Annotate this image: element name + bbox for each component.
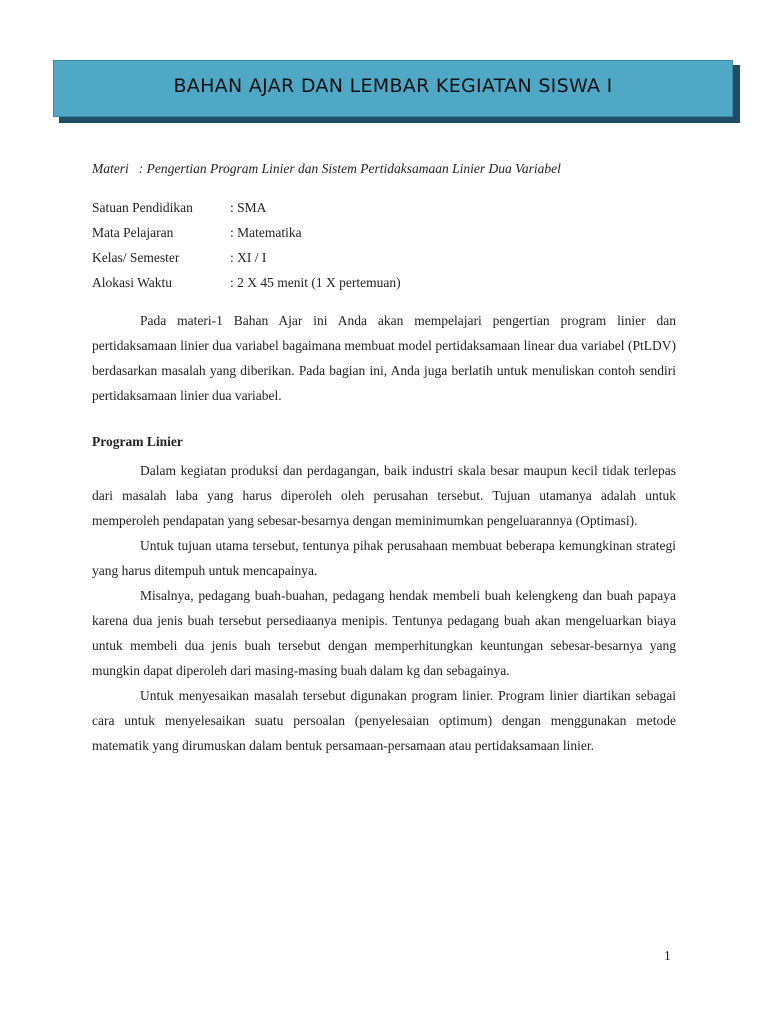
identity-table (92, 199, 401, 299)
section-paragraph: Misalnya, pedagang buah-buahan, pedagang hendak membeli buah kelengkeng dan buah papaya karena dua jenis buah tersebut persediaanya menipis. Tentunya pedagang buah akan mengeluarkan biaya untuk membeli dua jenis buah tersebut dengan memperhitungkan keuntungan sebesar-besarnya yang mungkin dapat diperoleh dari masing-masing buah dalam kg dan sebagainya. (92, 588, 676, 678)
identity-value: : 2 X 45 menit (1 X pertemuan) (230, 275, 401, 290)
section-paragraph: Dalam kegiatan produksi dan perdagangan, baik industri skala besar maupun kecil tidak terlepas dari masalah laba yang harus diperoleh oleh perusahan tersebut. Tujuan utamanya adalah untuk memperoleh pendapatan yang sebesar-besarnya dengan meminimumkan pengeluarannya (Optimasi). (92, 463, 676, 528)
identity-value: : Matematika (230, 225, 302, 240)
materi-separator: : (138, 161, 144, 176)
intro-section (92, 308, 676, 408)
materi-label: Materi (92, 161, 129, 176)
identity-label: Kelas/ Semester (92, 250, 180, 265)
identity-label: Alokasi Waktu (92, 275, 173, 290)
identity-value: : SMA (230, 200, 267, 215)
identity-row (92, 274, 401, 299)
intro-paragraph: Pada materi-1 Bahan Ajar ini Anda akan mempelajari pengertian program linier dan pertidaksamaan linier dua variabel bagaimana membuat model pertidaksamaan linear dua variabel (PtLDV) berdasarkan masalah yang diberikan. Pada bagian ini, Anda juga berlatih untuk menuliskan contoh sendiri pertidaksamaan linier dua variabel. (92, 313, 676, 403)
section-body (92, 458, 676, 758)
identity-label: Satuan Pendidikan (92, 200, 193, 215)
document-title: BAHAN AJAR DAN LEMBAR KEGIATAN SISWA I (173, 74, 613, 97)
materi-value: Pengertian Program Linier dan Sistem Pertidaksamaan Linier Dua Variabel (146, 161, 561, 176)
section-paragraph: Untuk menyesaikan masalah tersebut digunakan program linier. Program linier diartikan sebagai cara untuk menyelesaikan suatu persoalan (penyelesaian optimum) dengan menggunakan metode matematik yang dirumuskan dalam bentuk persamaan-persamaan atau pertidaksamaan linier. (92, 688, 676, 753)
identity-value: : XI / I (230, 250, 267, 265)
materi-line (92, 161, 692, 177)
section-paragraph: Untuk tujuan utama tersebut, tentunya pihak perusahaan membuat beberapa kemungkinan strategi yang harus ditempuh untuk mencapainya. (92, 538, 676, 578)
section-heading: Program Linier (92, 434, 183, 449)
identity-row (92, 199, 401, 224)
title-banner (53, 60, 733, 117)
identity-row (92, 249, 401, 274)
identity-row (92, 224, 401, 249)
identity-label: Mata Pelajaran (92, 225, 174, 240)
page-number: 1 (664, 948, 671, 963)
